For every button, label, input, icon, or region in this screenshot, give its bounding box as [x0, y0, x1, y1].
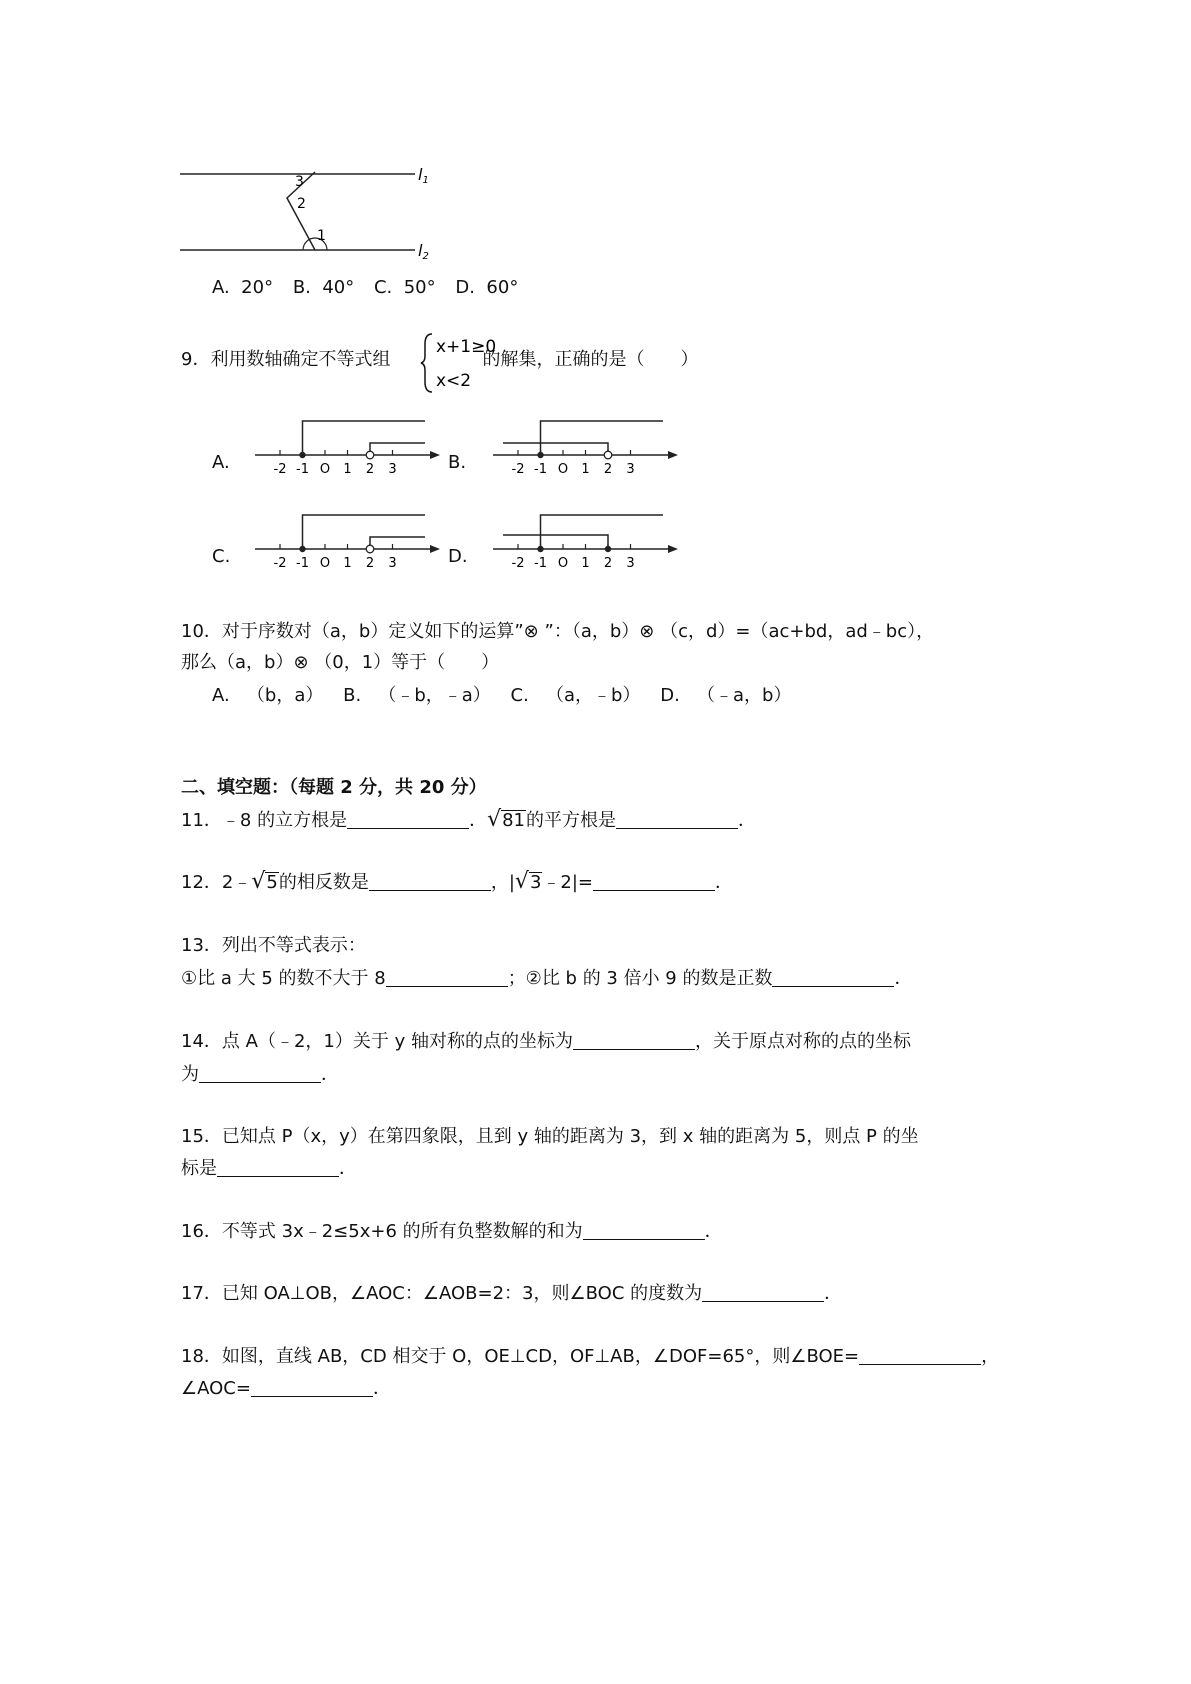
number-line-a [255, 415, 450, 477]
q12: 12．2﹣√5的相反数是 ，|√3﹣2|= ． [181, 869, 734, 894]
q9-label-c: C. [212, 546, 231, 567]
number-line-d [493, 502, 688, 571]
tick-label: O [319, 462, 331, 477]
closed-point [299, 452, 305, 458]
q9-label-a: A. [212, 452, 230, 473]
tick-label: 2 [365, 556, 375, 571]
tick-label: -1 [296, 462, 309, 477]
tick-label: 2 [603, 556, 613, 571]
tick-label: 3 [388, 556, 397, 571]
answer-blank[interactable] [616, 810, 738, 829]
q15-line2: 标是 ． [181, 1158, 357, 1179]
open-point [604, 451, 612, 459]
open-point [366, 451, 374, 459]
solution-ray [503, 443, 608, 455]
l2-label: l2 [418, 241, 429, 262]
system-line-1: x+1≥0 [436, 337, 497, 357]
tick-label: O [557, 556, 569, 571]
q14-line2: 为 ． [181, 1064, 339, 1085]
q18-line1: 18．如图，直线 AB，CD 相交于 O，OE⊥CD，OF⊥AB，∠DOF=65°，则∠BOE= ， [181, 1346, 1000, 1367]
tick-label: 3 [626, 462, 635, 477]
q17: 17．已知 OA⊥OB，∠AOC：∠AOB=2：3，则∠BOC 的度数为 ． [181, 1283, 843, 1304]
answer-blank[interactable] [369, 872, 491, 891]
tick-label: O [319, 556, 331, 571]
tick-label: 1 [581, 556, 590, 571]
q13-line1: 13．列出不等式表示： [181, 935, 366, 956]
q18-line2: ∠AOC= ． [181, 1378, 391, 1399]
q9-stem: 9．利用数轴确定不等式组 的解集，正确的是（ ） [181, 349, 699, 370]
answer-blank[interactable] [199, 1064, 321, 1083]
q8-options: A. 20° B. 40° C. 50° D. 60° [212, 277, 519, 298]
tick-label: -1 [296, 556, 309, 571]
tick-label: O [557, 462, 569, 477]
solution-ray [541, 515, 664, 549]
l1-label: l1 [418, 165, 429, 186]
q11: 11．﹣8 的立方根是 ．√81的平方根是 ． [181, 807, 757, 832]
open-point [366, 545, 374, 553]
answer-blank[interactable] [702, 1283, 824, 1302]
closed-point [537, 452, 543, 458]
section-2-heading: 二、填空题：（每题 2 分，共 20 分） [181, 777, 487, 798]
inequality-system [420, 330, 515, 396]
q15-line1: 15．已知点 P（x，y）在第四象限，且到 y 轴的距离为 3，到 x 轴的距离为 5，则点 P 的坐 [181, 1126, 919, 1147]
closed-point [605, 546, 611, 552]
tick-label: 3 [626, 556, 635, 571]
answer-blank[interactable] [251, 1378, 373, 1397]
answer-blank[interactable] [386, 968, 508, 987]
parallel-lines-figure [175, 150, 445, 265]
tick-label: 3 [388, 462, 397, 477]
q16: 16．不等式 3x﹣2≤5x+6 的所有负整数解的和为 ． [181, 1221, 723, 1242]
tick-label: -2 [273, 556, 287, 571]
tick-label: 1 [343, 462, 352, 477]
number-line-c [255, 509, 450, 571]
answer-blank[interactable] [583, 1221, 705, 1240]
answer-blank[interactable] [593, 872, 715, 891]
tick-label: -2 [273, 462, 287, 477]
q10-line1: 10．对于序数对（a，b）定义如下的运算”⊗ ”：（a，b）⊗ （c，d）=（ac+bd，ad﹣bc）， [181, 621, 935, 642]
axis-arrow [430, 545, 440, 553]
angle-2-label: 2 [297, 196, 306, 212]
tick-label: 2 [603, 462, 613, 477]
solution-ray [303, 515, 426, 549]
q9-label-b: B. [448, 452, 467, 473]
solution-ray [303, 421, 426, 455]
tick-label: 1 [343, 556, 352, 571]
tick-label: 1 [581, 462, 590, 477]
answer-blank[interactable] [217, 1158, 339, 1177]
answer-blank[interactable] [859, 1346, 981, 1365]
q10-line2: 那么（a，b）⊗ （0，1）等于（ ） [181, 652, 500, 673]
system-line-2: x<2 [436, 371, 472, 391]
solution-ray [541, 421, 664, 455]
angle-1-label: 1 [317, 228, 326, 244]
number-line-b [493, 408, 688, 477]
answer-blank[interactable] [347, 810, 469, 829]
tick-label: -2 [511, 556, 525, 571]
solution-ray [370, 443, 425, 455]
axis-arrow [668, 451, 678, 459]
axis-arrow [668, 545, 678, 553]
angle-3-label: 3 [295, 174, 304, 190]
tick-label: 2 [365, 462, 375, 477]
solution-ray [370, 537, 425, 549]
solution-ray [503, 535, 608, 549]
q13-line2: ①比 a 大 5 的数不大于 8 ；②比 b 的 3 倍小 9 的数是正数 ． [181, 968, 913, 989]
closed-point [537, 546, 543, 552]
axis-arrow [430, 451, 440, 459]
q14-line1: 14．点 A（﹣2，1）关于 y 轴对称的点的坐标为 ，关于原点对称的点的坐标 [181, 1031, 911, 1052]
tick-label: -2 [511, 462, 525, 477]
tick-label: -1 [534, 556, 547, 571]
answer-blank[interactable] [573, 1031, 695, 1050]
closed-point [299, 546, 305, 552]
q9-label-d: D. [448, 546, 468, 567]
tick-label: -1 [534, 462, 547, 477]
q10-options: A. （b，a） B. （﹣b，﹣a） C. （a，﹣b） D. （﹣a，b） [212, 685, 792, 706]
answer-blank[interactable] [772, 968, 894, 987]
